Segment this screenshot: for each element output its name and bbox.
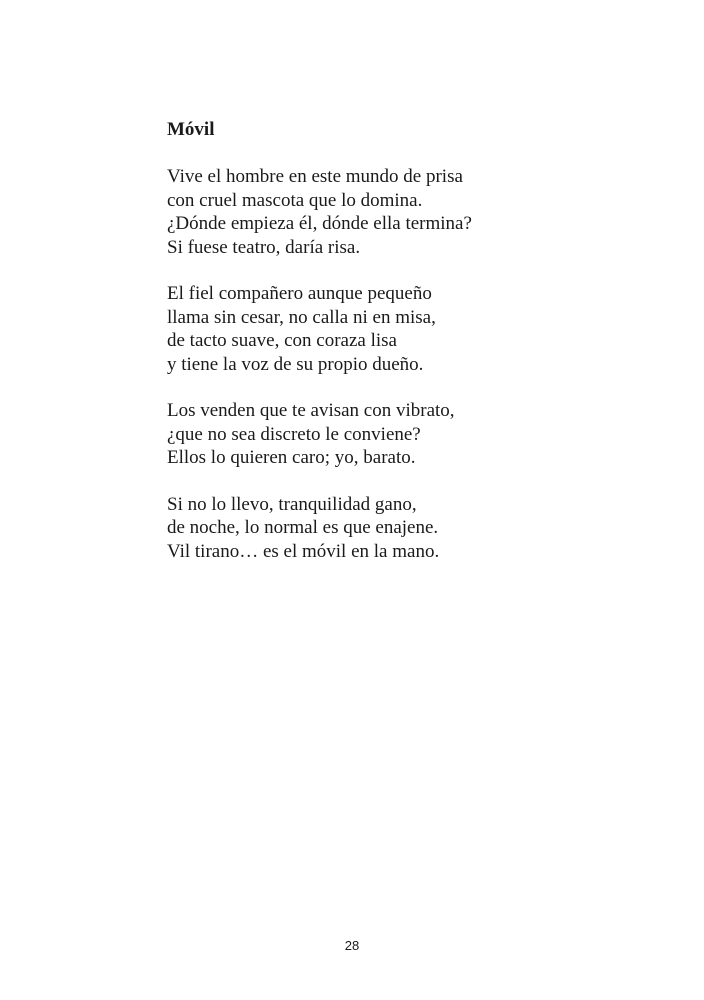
poem-line: de tacto suave, con coraza lisa [167, 330, 397, 351]
poem-line: y tiene la voz de su propio dueño. [167, 353, 424, 375]
poem-line: ¿Dónde empieza él, dónde ella termina? [167, 213, 472, 234]
poem-body [167, 165, 647, 586]
poem-line: de noche, lo normal es que enajene. [167, 517, 439, 538]
poem-line: llama sin cesar, no calla ni en misa, [167, 306, 436, 328]
poem-line: Vive el hombre en este mundo de prisa [167, 166, 463, 187]
page-number: 28 [344, 938, 360, 953]
stanza-4 [167, 493, 647, 564]
poem-line: ¿que no sea discreto le conviene? [167, 423, 421, 445]
stanza-1 [167, 165, 647, 259]
poem-line: Los venden que te avisan con vibrato, [167, 400, 455, 421]
poem-line: El fiel compañero aunque pequeño [167, 283, 432, 304]
stanza-3 [167, 399, 647, 470]
stanza-2 [167, 282, 647, 376]
poem-line: Ellos lo quieren caro; yo, barato. [167, 447, 416, 468]
poem-line: Si no lo llevo, tranquilidad gano, [167, 493, 417, 515]
poem-title: Móvil [167, 119, 215, 140]
poem-line: con cruel mascota que lo domina. [167, 189, 423, 211]
poem-line: Vil tirano… es el móvil en la mano. [167, 540, 440, 562]
poem-line: Si fuese teatro, daría risa. [167, 236, 361, 258]
